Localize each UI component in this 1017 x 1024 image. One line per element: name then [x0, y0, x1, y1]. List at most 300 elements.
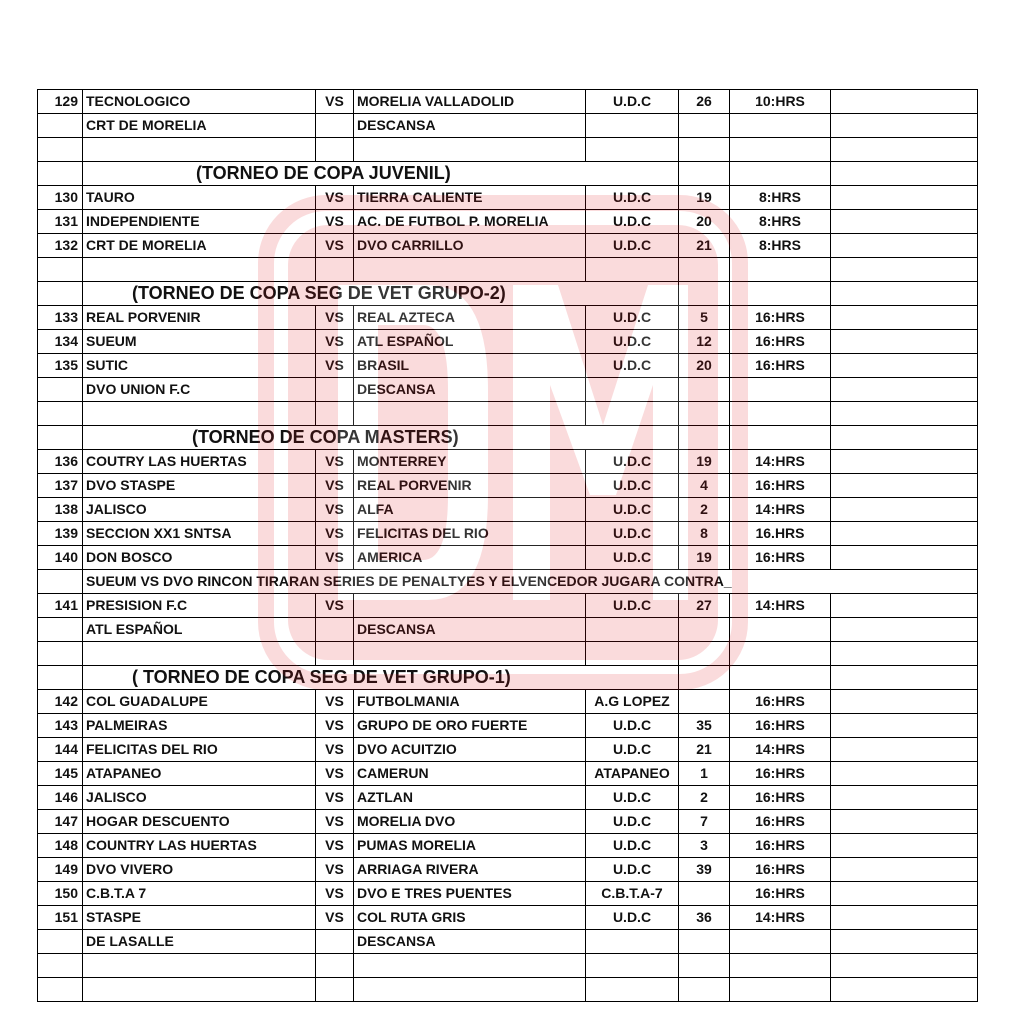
empty-cell [730, 930, 831, 954]
away-team: FELICITAS DEL RIO [354, 522, 586, 546]
section-title [83, 426, 679, 450]
note-text: SUEUM VS DVO RINCON TIRARAN SERIES DE PENALTYES Y ELVENCEDOR JUGARA CONTRA_ [83, 570, 978, 594]
empty-cell [831, 426, 978, 450]
versus-label: VS [316, 690, 354, 714]
empty-cell [38, 426, 83, 450]
empty-cell [831, 858, 978, 882]
versus-label: VS [316, 882, 354, 906]
match-day [679, 882, 730, 906]
empty-cell [831, 378, 978, 402]
venue: C.B.T.A-7 [586, 882, 679, 906]
versus-label: VS [316, 186, 354, 210]
section-title [83, 282, 679, 306]
venue: U.D.C [586, 594, 679, 618]
venue: U.D.C [586, 858, 679, 882]
empty-cell [679, 978, 730, 1002]
versus-label: VS [316, 810, 354, 834]
empty-cell [730, 618, 831, 642]
home-team: SUEUM [83, 330, 316, 354]
versus-label: VS [316, 834, 354, 858]
empty-cell [831, 474, 978, 498]
empty-cell [831, 162, 978, 186]
empty-cell [38, 978, 83, 1002]
away-team: DVO ACUITZIO [354, 738, 586, 762]
empty-cell [316, 930, 354, 954]
match-number: 134 [38, 330, 83, 354]
empty-cell [316, 138, 354, 162]
match-row [38, 594, 978, 618]
venue: U.D.C [586, 810, 679, 834]
home-team: SECCION XX1 SNTSA [83, 522, 316, 546]
match-time: 8:HRS [730, 234, 831, 258]
match-day: 20 [679, 354, 730, 378]
match-day: 36 [679, 906, 730, 930]
empty-cell [354, 402, 586, 426]
empty-cell [38, 162, 83, 186]
empty-cell [730, 402, 831, 426]
empty-cell [679, 138, 730, 162]
venue: U.D.C [586, 474, 679, 498]
away-team: GRUPO DE ORO FUERTE [354, 714, 586, 738]
empty-cell [730, 426, 831, 450]
versus-label: VS [316, 330, 354, 354]
venue: U.D.C [586, 522, 679, 546]
empty-cell [831, 186, 978, 210]
empty-cell [586, 114, 679, 138]
venue: A.G LOPEZ [586, 690, 679, 714]
match-number: 132 [38, 234, 83, 258]
empty-cell [831, 666, 978, 690]
bye-label: DESCANSA [354, 114, 586, 138]
empty-cell [354, 138, 586, 162]
empty-cell [730, 378, 831, 402]
empty-cell [316, 978, 354, 1002]
empty-cell [83, 954, 316, 978]
home-team: PRESISION F.C [83, 594, 316, 618]
empty-cell [38, 666, 83, 690]
blank-row [38, 402, 978, 426]
empty-cell [38, 954, 83, 978]
empty-cell [831, 498, 978, 522]
match-day: 7 [679, 810, 730, 834]
home-team: JALISCO [83, 498, 316, 522]
match-row [38, 498, 978, 522]
versus-label: VS [316, 858, 354, 882]
empty-cell [831, 618, 978, 642]
match-day: 19 [679, 546, 730, 570]
home-team: FELICITAS DEL RIO [83, 738, 316, 762]
empty-cell [831, 330, 978, 354]
versus-label: VS [316, 594, 354, 618]
match-time: 16:HRS [730, 354, 831, 378]
home-team: COL GUADALUPE [83, 690, 316, 714]
versus-label: VS [316, 786, 354, 810]
empty-cell [679, 162, 730, 186]
empty-cell [831, 978, 978, 1002]
venue: U.D.C [586, 546, 679, 570]
match-row [38, 906, 978, 930]
home-team: C.B.T.A 7 [83, 882, 316, 906]
blank-row [38, 138, 978, 162]
empty-cell [831, 594, 978, 618]
venue: U.D.C [586, 714, 679, 738]
empty-cell [831, 882, 978, 906]
empty-cell [354, 978, 586, 1002]
match-day: 12 [679, 330, 730, 354]
match-time: 16:HRS [730, 306, 831, 330]
empty-cell [831, 906, 978, 930]
match-row [38, 330, 978, 354]
empty-cell [831, 354, 978, 378]
venue: U.D.C [586, 450, 679, 474]
empty-cell [679, 402, 730, 426]
empty-cell [83, 138, 316, 162]
home-team: TECNOLOGICO [83, 90, 316, 114]
away-team: ATL ESPAÑOL [354, 330, 586, 354]
section-title-row [38, 162, 978, 186]
match-number: 136 [38, 450, 83, 474]
match-number: 135 [38, 354, 83, 378]
venue: U.D.C [586, 354, 679, 378]
empty-cell [730, 642, 831, 666]
match-time: 16:HRS [730, 546, 831, 570]
away-team: TIERRA CALIENTE [354, 186, 586, 210]
empty-cell [354, 954, 586, 978]
away-team [354, 594, 586, 618]
empty-cell [730, 954, 831, 978]
empty-cell [831, 642, 978, 666]
section-title [83, 162, 679, 186]
empty-cell [831, 786, 978, 810]
empty-cell [586, 618, 679, 642]
away-team: COL RUTA GRIS [354, 906, 586, 930]
empty-cell [38, 930, 83, 954]
venue: U.D.C [586, 786, 679, 810]
empty-cell [586, 138, 679, 162]
match-row [38, 210, 978, 234]
empty-cell [586, 258, 679, 282]
section-title-row [38, 426, 978, 450]
empty-cell [38, 258, 83, 282]
versus-label: VS [316, 498, 354, 522]
home-team: JALISCO [83, 786, 316, 810]
match-time: 16:HRS [730, 714, 831, 738]
bye-label: DESCANSA [354, 618, 586, 642]
match-number: 151 [38, 906, 83, 930]
match-number: 129 [38, 90, 83, 114]
empty-cell [831, 306, 978, 330]
schedule-sheet [37, 89, 977, 1002]
match-number: 145 [38, 762, 83, 786]
bye-row [38, 930, 978, 954]
empty-cell [730, 282, 831, 306]
away-team: FUTBOLMANIA [354, 690, 586, 714]
empty-cell [730, 978, 831, 1002]
match-number: 148 [38, 834, 83, 858]
match-time: 16:HRS [730, 474, 831, 498]
match-day: 21 [679, 234, 730, 258]
empty-cell [831, 954, 978, 978]
match-day [679, 690, 730, 714]
bye-row [38, 114, 978, 138]
match-row [38, 450, 978, 474]
match-number: 138 [38, 498, 83, 522]
match-row [38, 546, 978, 570]
empty-cell [679, 258, 730, 282]
empty-cell [831, 114, 978, 138]
section-title-row [38, 666, 978, 690]
venue: U.D.C [586, 738, 679, 762]
home-team: ATAPANEO [83, 762, 316, 786]
empty-cell [38, 114, 83, 138]
empty-cell [831, 810, 978, 834]
empty-cell [316, 378, 354, 402]
home-team: REAL PORVENIR [83, 306, 316, 330]
away-team: MORELIA VALLADOLID [354, 90, 586, 114]
empty-cell [679, 114, 730, 138]
empty-cell [38, 642, 83, 666]
match-day: 21 [679, 738, 730, 762]
match-day: 35 [679, 714, 730, 738]
empty-cell [831, 762, 978, 786]
home-team: CRT DE MORELIA [83, 234, 316, 258]
match-day: 27 [679, 594, 730, 618]
venue: U.D.C [586, 306, 679, 330]
empty-cell [316, 642, 354, 666]
match-time: 16:HRS [730, 834, 831, 858]
empty-cell [316, 402, 354, 426]
match-day: 19 [679, 186, 730, 210]
match-number: 150 [38, 882, 83, 906]
venue: ATAPANEO [586, 762, 679, 786]
home-team: DON BOSCO [83, 546, 316, 570]
empty-cell [679, 666, 730, 690]
match-day: 20 [679, 210, 730, 234]
empty-cell [38, 378, 83, 402]
versus-label: VS [316, 906, 354, 930]
empty-cell [831, 546, 978, 570]
home-team: DVO VIVERO [83, 858, 316, 882]
away-team: CAMERUN [354, 762, 586, 786]
away-team: ALFA [354, 498, 586, 522]
away-team: DVO CARRILLO [354, 234, 586, 258]
venue: U.D.C [586, 906, 679, 930]
versus-label: VS [316, 738, 354, 762]
empty-cell [831, 138, 978, 162]
empty-cell [679, 378, 730, 402]
away-team: MORELIA DVO [354, 810, 586, 834]
empty-cell [316, 954, 354, 978]
match-row [38, 690, 978, 714]
away-team: AC. DE FUTBOL P. MORELIA [354, 210, 586, 234]
home-team: HOGAR DESCUENTO [83, 810, 316, 834]
empty-cell [831, 930, 978, 954]
match-number: 133 [38, 306, 83, 330]
empty-cell [831, 450, 978, 474]
match-time: 8:HRS [730, 186, 831, 210]
versus-label: VS [316, 546, 354, 570]
match-time: 14:HRS [730, 450, 831, 474]
match-day: 26 [679, 90, 730, 114]
empty-cell [38, 138, 83, 162]
empty-cell [679, 618, 730, 642]
match-row [38, 738, 978, 762]
match-row [38, 90, 978, 114]
empty-cell [38, 402, 83, 426]
versus-label: VS [316, 234, 354, 258]
section-title-text: (TORNEO DE COPA JUVENIL) [196, 163, 451, 183]
empty-cell [831, 90, 978, 114]
empty-cell [831, 834, 978, 858]
match-time: 16:HRS [730, 858, 831, 882]
versus-label: VS [316, 522, 354, 546]
match-time: 14:HRS [730, 906, 831, 930]
match-number: 143 [38, 714, 83, 738]
venue: U.D.C [586, 210, 679, 234]
empty-cell [831, 234, 978, 258]
empty-cell [831, 690, 978, 714]
empty-cell [586, 378, 679, 402]
empty-cell [38, 570, 83, 594]
versus-label: VS [316, 90, 354, 114]
match-row [38, 858, 978, 882]
empty-cell [730, 162, 831, 186]
empty-cell [354, 258, 586, 282]
empty-cell [831, 210, 978, 234]
away-team: BRASIL [354, 354, 586, 378]
bye-row [38, 618, 978, 642]
match-row [38, 786, 978, 810]
empty-cell [316, 618, 354, 642]
empty-cell [730, 666, 831, 690]
versus-label: VS [316, 354, 354, 378]
section-title-text: (TORNEO DE COPA MASTERS) [192, 427, 459, 447]
empty-cell [831, 402, 978, 426]
versus-label: VS [316, 306, 354, 330]
match-row [38, 714, 978, 738]
away-team: MONTERREY [354, 450, 586, 474]
empty-cell [83, 258, 316, 282]
match-number: 130 [38, 186, 83, 210]
match-row [38, 354, 978, 378]
match-time: 10:HRS [730, 90, 831, 114]
away-team: AZTLAN [354, 786, 586, 810]
match-number: 142 [38, 690, 83, 714]
home-team: PALMEIRAS [83, 714, 316, 738]
blank-row [38, 978, 978, 1002]
empty-cell [586, 402, 679, 426]
empty-cell [831, 282, 978, 306]
match-time: 16:HRS [730, 786, 831, 810]
empty-cell [83, 642, 316, 666]
match-row [38, 834, 978, 858]
match-time: 16:HRS [730, 882, 831, 906]
away-team: DVO E TRES PUENTES [354, 882, 586, 906]
section-title-text: ( TORNEO DE COPA SEG DE VET GRUPO-1) [132, 667, 511, 687]
empty-cell [586, 954, 679, 978]
empty-cell [730, 114, 831, 138]
versus-label: VS [316, 450, 354, 474]
schedule-table [37, 89, 978, 1002]
match-row [38, 522, 978, 546]
empty-cell [354, 642, 586, 666]
match-day: 2 [679, 786, 730, 810]
empty-cell [831, 258, 978, 282]
away-team: REAL PORVENIR [354, 474, 586, 498]
blank-row [38, 258, 978, 282]
match-time: 14:HRS [730, 498, 831, 522]
empty-cell [679, 426, 730, 450]
home-team: STASPE [83, 906, 316, 930]
match-time: 14:HRS [730, 738, 831, 762]
versus-label: VS [316, 474, 354, 498]
empty-cell [730, 138, 831, 162]
venue: U.D.C [586, 186, 679, 210]
bye-row [38, 378, 978, 402]
match-time: 16:HRS [730, 810, 831, 834]
match-time: 8:HRS [730, 210, 831, 234]
versus-label: VS [316, 210, 354, 234]
blank-row [38, 954, 978, 978]
empty-cell [679, 642, 730, 666]
match-number: 139 [38, 522, 83, 546]
empty-cell [586, 930, 679, 954]
match-day: 2 [679, 498, 730, 522]
venue: U.D.C [586, 90, 679, 114]
venue: U.D.C [586, 498, 679, 522]
blank-row [38, 642, 978, 666]
bye-team: DE LASALLE [83, 930, 316, 954]
section-title-row [38, 282, 978, 306]
match-day: 8 [679, 522, 730, 546]
match-number: 141 [38, 594, 83, 618]
empty-cell [83, 978, 316, 1002]
away-team: REAL AZTECA [354, 306, 586, 330]
home-team: TAURO [83, 186, 316, 210]
bye-label: DESCANSA [354, 378, 586, 402]
bye-label: DESCANSA [354, 930, 586, 954]
bye-team: ATL ESPAÑOL [83, 618, 316, 642]
match-time: 16:HRS [730, 330, 831, 354]
match-row [38, 762, 978, 786]
empty-cell [38, 618, 83, 642]
home-team: SUTIC [83, 354, 316, 378]
empty-cell [831, 714, 978, 738]
venue: U.D.C [586, 234, 679, 258]
empty-cell [679, 930, 730, 954]
home-team: COUTRY LAS HUERTAS [83, 450, 316, 474]
empty-cell [730, 258, 831, 282]
match-row [38, 234, 978, 258]
match-time: 16.HRS [730, 522, 831, 546]
away-team: AMERICA [354, 546, 586, 570]
bye-team: CRT DE MORELIA [83, 114, 316, 138]
home-team: COUNTRY LAS HUERTAS [83, 834, 316, 858]
match-day: 4 [679, 474, 730, 498]
match-time: 16:HRS [730, 762, 831, 786]
match-row [38, 186, 978, 210]
empty-cell [316, 258, 354, 282]
venue: U.D.C [586, 330, 679, 354]
away-team: PUMAS MORELIA [354, 834, 586, 858]
match-row [38, 882, 978, 906]
match-day: 1 [679, 762, 730, 786]
venue: U.D.C [586, 834, 679, 858]
match-time: 16:HRS [730, 690, 831, 714]
empty-cell [316, 114, 354, 138]
match-time: 14:HRS [730, 594, 831, 618]
match-day: 39 [679, 858, 730, 882]
